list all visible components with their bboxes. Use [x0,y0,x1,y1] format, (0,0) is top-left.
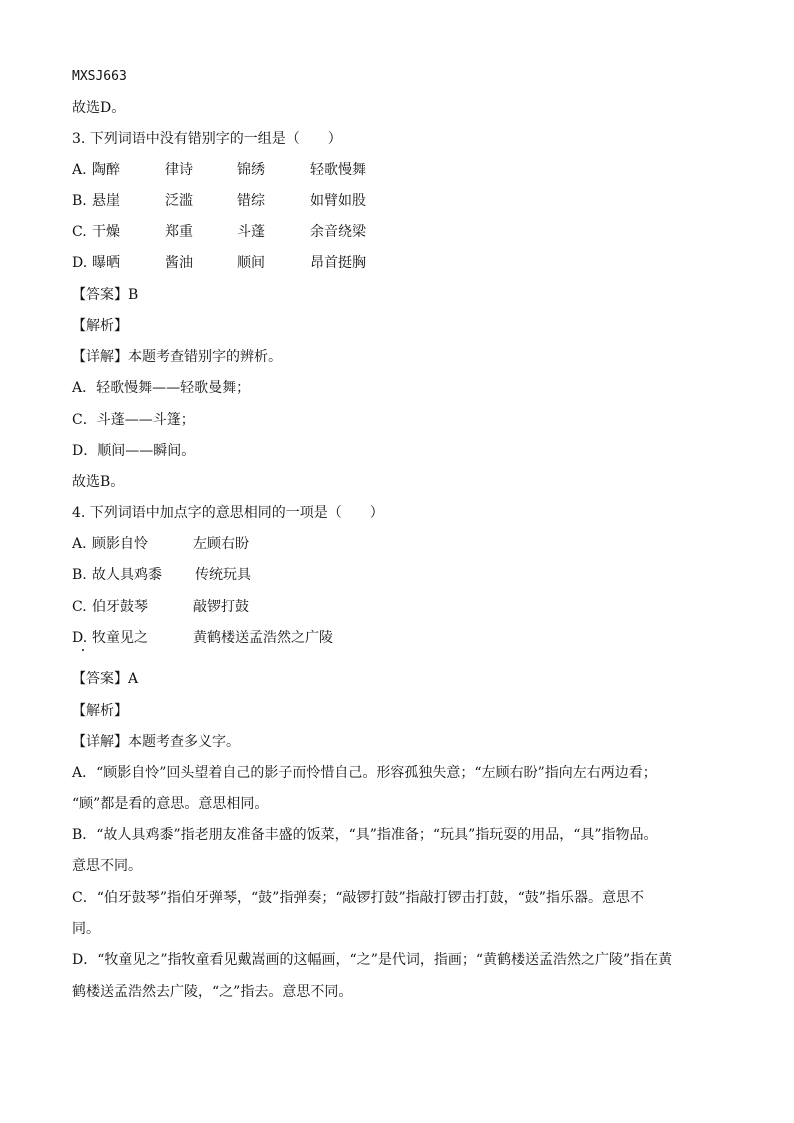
q4-stem: 4. 下列词语中加点字的意思相同的一项是（ ） [72,505,384,521]
option-word: 顾影自怜 [92,536,148,552]
q3-explanation-d: D．顺间——瞬间。 [72,443,196,459]
q4-explanation-line: 同。 [72,921,100,937]
option-word: 错综 [237,193,265,209]
q4-analysis-heading: 【解析】 [72,703,128,719]
option-word: 昂首挺胸 [310,255,366,271]
emphasis-dot [82,649,84,651]
option-word: 锦绣 [237,162,265,178]
option-word: 泛滥 [165,193,193,209]
option-word: 左顾右盼 [193,536,249,552]
q4-explanation-line: C．“伯牙鼓琴”指伯牙弹琴，“鼓”指弹奏；“敲锣打鼓”指敲打锣击打鼓，“鼓”指乐器。意思不 [72,890,644,906]
option-word: 顺间 [237,255,265,271]
option-word: 悬崖 [92,193,120,209]
q4-explanation-line: D．“牧童见之”指牧童看见戴嵩画的这幅画，“之”是代词，指画；“黄鹤楼送孟浩然之广陵”指在黄 [72,952,673,968]
q4-explanation-line: “顾”都是看的意思。意思相同。 [72,796,269,812]
option-word: 干燥 [92,224,120,240]
option-label: C. [72,224,87,240]
q3-detail: 【详解】本题考查错别字的辨析。 [72,349,282,365]
option-word: 律诗 [165,162,193,178]
q3-stem: 3. 下列词语中没有错别字的一组是（ ） [72,131,342,147]
option-label: A. [72,536,87,552]
option-word: 陶醉 [92,162,120,178]
q4-explanation-line: 鹤楼送孟浩然去广陵，“之”指去。意思不同。 [72,984,353,1000]
option-label: B. [72,567,87,583]
option-word: 故人具鸡黍 [92,567,162,583]
q4-explanation-line: 意思不同。 [72,858,142,874]
option-word: 郑重 [165,224,193,240]
option-label: D. [72,255,88,271]
option-word: 黄鹤楼送孟浩然之广陵 [193,630,333,646]
q3-answer: 【答案】B [72,287,139,303]
option-label: C. [72,599,87,615]
option-word: 余音绕梁 [310,224,366,240]
option-word: 酱油 [165,255,193,271]
q3-explanation-a: A．轻歌慢舞——轻歌曼舞； [72,380,251,396]
q3-explanation-c: C．斗蓬——斗篷； [72,412,195,428]
option-label: A. [72,162,87,178]
option-word: 曝晒 [92,255,120,271]
option-word: 伯牙鼓琴 [92,599,148,615]
q4-explanation-line: B．“故人具鸡黍”指老朋友准备丰盛的饭菜，“具”指准备；“玩具”指玩耍的用品，“具”指物品。 [72,827,658,843]
header-code: MXSJ663 [72,69,127,84]
q4-answer: 【答案】A [72,671,139,687]
q3-analysis-heading: 【解析】 [72,318,128,334]
option-word: 斗蓬 [237,224,265,240]
option-word: 敲锣打鼓 [193,599,249,615]
option-word: 牧童见之 [92,630,148,646]
q4-detail: 【详解】本题考查多义字。 [72,734,240,750]
option-label: D. [72,630,88,646]
option-word: 轻歌慢舞 [310,162,366,178]
q4-explanation-line: A．“顾影自怜”回头望着自己的影子而怜惜自己。形容孤独失意；“左顾右盼”指向左右两边看； [72,765,657,781]
q3-conclusion: 故选B。 [72,474,125,490]
q2-conclusion: 故选D。 [72,100,126,116]
option-label: B. [72,193,87,209]
option-word: 如臂如股 [310,193,366,209]
option-word: 传统玩具 [195,567,251,583]
